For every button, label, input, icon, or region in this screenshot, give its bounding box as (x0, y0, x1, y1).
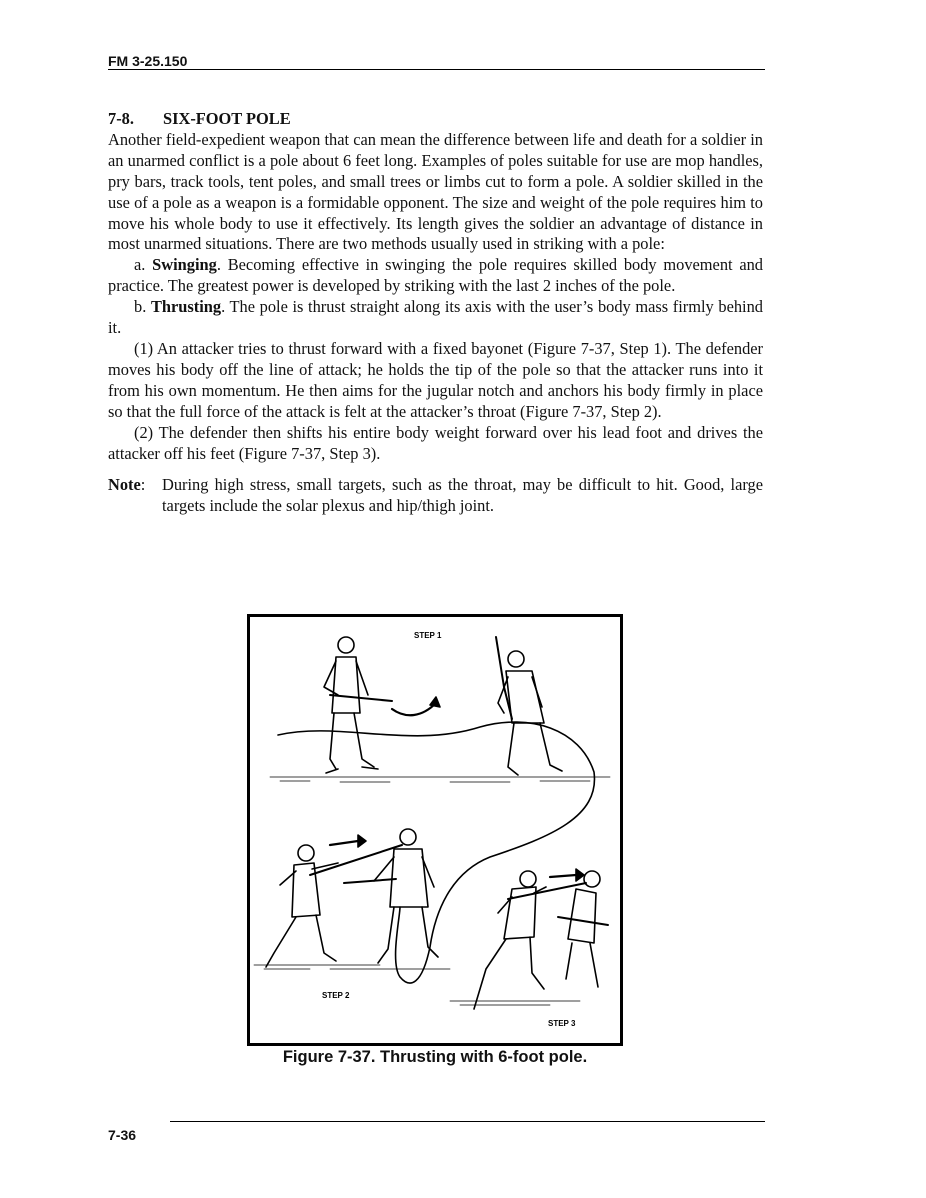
figure-frame (247, 614, 623, 1046)
section-number: 7-8. (108, 109, 134, 128)
item-b-paragraph (108, 297, 763, 339)
running-header: FM 3-25.150 (108, 53, 188, 69)
item-a-letter: a. (134, 255, 146, 275)
step3-rifle (558, 917, 608, 925)
step-1-paragraph: (1) An attacker tries to thrust forward with a fixed bayonet (Figure 7-37, Step 1). The defender moves his body off the line of attack; he holds the tip of the pole so that the attacker runs into it from his own momentum. He then aims for the jugular notch and anchors his body firmly in place so that the full force of the attack is felt at the attacker’s throat (Figure 7-37, Step 2). (108, 338, 763, 421)
step3-label: STEP 3 (548, 1019, 576, 1028)
ground-line (278, 722, 594, 983)
item-a-paragraph (108, 255, 763, 297)
item-b-letter: b. (134, 297, 147, 317)
page-number: 7-36 (108, 1127, 137, 1143)
step1-arrowhead (430, 697, 440, 707)
note-block: Note: During high stress, small targets, such as the throat, may be difficult to hit. Good, large targets include the solar plexus and hip/thigh joint. (108, 475, 763, 516)
step3-attacker-figure (566, 871, 600, 987)
figure-caption: Figure 7-37. Thrusting with 6-foot pole. (282, 1048, 588, 1066)
section-title: SIX-FOOT POLE (163, 109, 291, 128)
ground-hatch (270, 777, 610, 782)
step3-motion-arrow (550, 875, 576, 877)
step2-defender-figure (266, 845, 338, 967)
step2-arrowhead (358, 835, 366, 847)
step1-label: STEP 1 (414, 631, 442, 640)
item-b-term: Thrusting (150, 297, 222, 317)
step-2-paragraph: (2) The defender then shifts his entire body weight forward over his lead foot and drives the attacker off his feet (Figure 7-37, Step 3). (108, 422, 763, 463)
step1-pole (330, 695, 392, 701)
header-rule (108, 69, 765, 70)
section-heading (108, 109, 763, 130)
step3-defender-figure (474, 871, 546, 1009)
body-text (108, 109, 763, 517)
intro-paragraph: Another field-expedient weapon that can mean the difference between life and death for a soldier in an unarmed conflict is a pole about 6 feet long. Examples of poles suitable for use are mop handles, pry bars, track tools, tent poles, and small trees or limbs cut to form a pole. A soldier skilled in the use of a pole as a weapon is a formidable opponent. The size and weight of the pole requires him to move his whole body to use it effectively. Its length gives the soldier an advantage of distance in most unarmed situations. There are two methods usually used in striking with a pole: (108, 129, 763, 254)
step3-arrowhead (576, 869, 584, 881)
step2-label: STEP 2 (322, 991, 350, 1000)
step1-attacker-figure (498, 651, 562, 775)
step2-rifle (344, 879, 396, 883)
note-text: During high stress, small targets, such as the throat, may be difficult to hit. Good, large targets include the solar plexus and hip/thigh joint. (162, 475, 763, 516)
item-a-text: . Becoming effective in swinging the pole requires skilled body movement and practice. The greatest power is developed by striking with the last 2 inches of the pole. (108, 255, 763, 296)
item-a-term: Swinging (152, 255, 217, 275)
step1-defender-figure (324, 637, 378, 773)
step2-motion-arrow (330, 841, 358, 845)
note-label: Note (108, 475, 141, 495)
step1-rifle (496, 637, 512, 719)
step2-pole (310, 845, 402, 875)
step2-attacker-figure (374, 829, 438, 963)
figure-illustration (250, 617, 620, 1043)
footer-rule (170, 1121, 765, 1122)
item-b-text: . The pole is thrust straight along its axis with the user’s body mass firmly behind it. (108, 297, 763, 338)
